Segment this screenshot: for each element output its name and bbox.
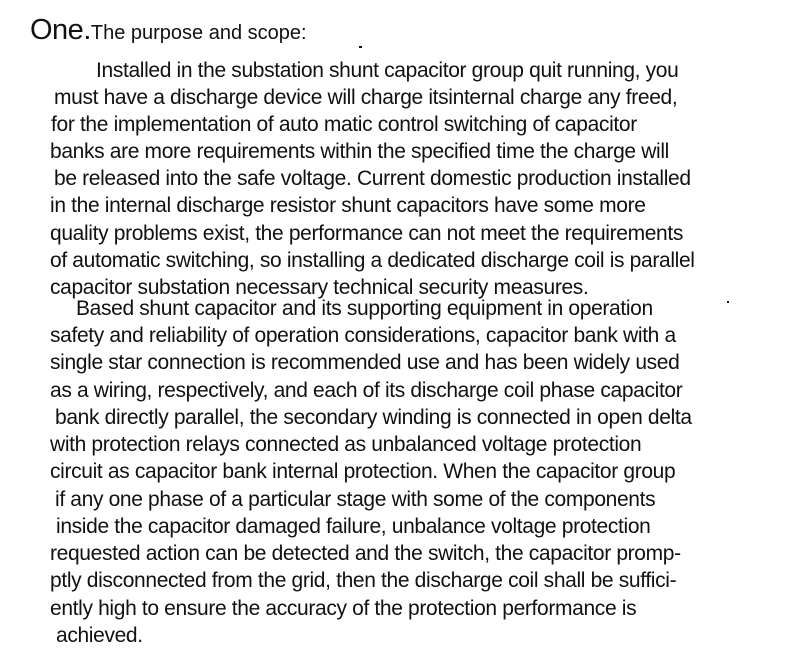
section-heading [30,16,307,45]
text-line: achieved. [56,624,143,647]
text-line: single star connection is recommended use and has been widely used [50,351,680,374]
text-line: if any one phase of a particular stage with some of the components [55,488,656,511]
text-line: as a wiring, respectively, and each of its discharge coil phase capacitor [50,379,683,402]
text-line: for the implementation of auto matic control switching of capacitor [51,113,637,136]
text-line: must have a discharge device will charge itsinternal charge any freed, [54,86,678,109]
text-line: banks are more requirements within the specified time the charge will [50,140,669,163]
text-line: inside the capacitor damaged failure, unbalance voltage protection [56,515,651,538]
text-line: requested action can be detected and the switch, the capacitor promp- [50,542,681,565]
text-line: Based shunt capacitor and its supporting equipment in operation [76,297,653,320]
text-line: ently high to ensure the accuracy of the protection performance is [50,597,637,620]
text-line: bank directly parallel, the secondary winding is connected in open delta [55,406,692,429]
text-line: circuit as capacitor bank internal protection. When the capacitor group [50,460,676,483]
text-line: with protection relays connected as unbalanced voltage protection [50,433,642,456]
text-line: be released into the safe voltage. Current domestic production installed [54,167,691,190]
text-line: quality problems exist, the performance can not meet the requirements [50,222,684,245]
section-title: The purpose and scope: [90,22,307,44]
text-line: in the internal discharge resistor shunt capacitors have some more [50,194,646,217]
section-number: One. [30,14,91,46]
text-line: safety and reliability of operation considerations, capacitor bank with a [50,324,676,347]
stray-mark [727,301,729,303]
text-line: Installed in the substation shunt capacitor group quit running, you [96,59,679,82]
text-line: ptly disconnected from the grid, then the discharge coil shall be suffici- [50,569,677,592]
stray-mark [359,46,362,48]
text-line: of automatic switching, so installing a dedicated discharge coil is parallel [50,249,695,272]
text-line: capacitor substation necessary technical security measures. [50,276,589,299]
